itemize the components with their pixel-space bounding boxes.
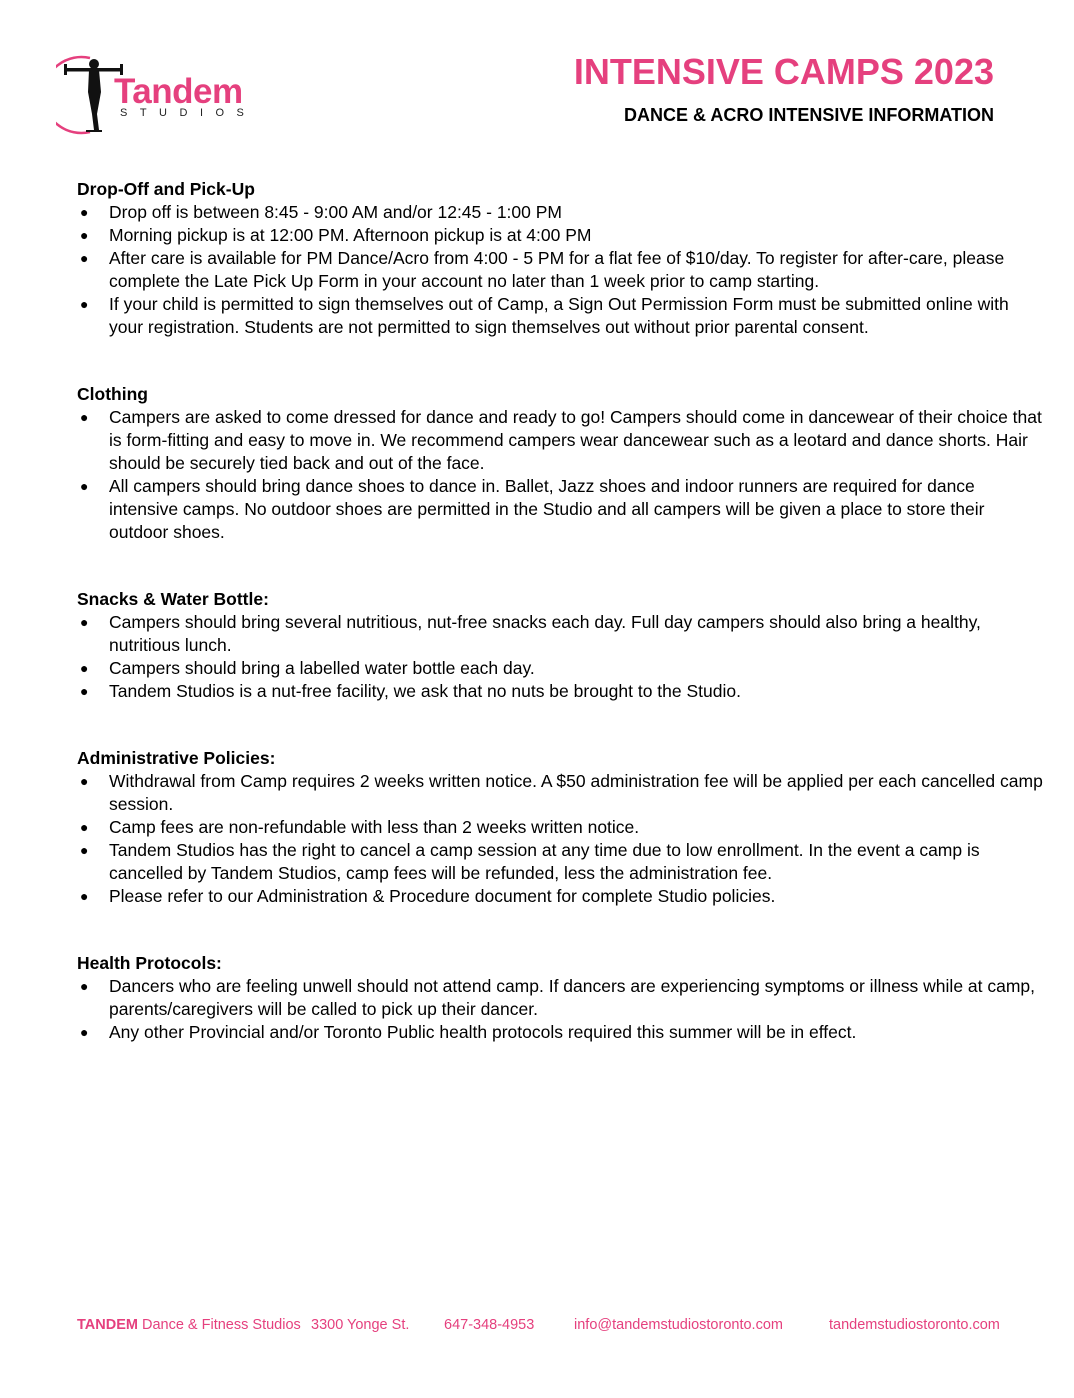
list-item [77,885,1047,908]
list-item-text: Morning pickup is at 12:00 PM. Afternoon pickup is at 4:00 PM [109,225,592,245]
bullet-icon: ● [80,409,89,425]
footer-studio-name: Dance & Fitness Studios [141,1317,301,1333]
bullet-list [77,201,1047,339]
bullet-icon: ● [80,296,89,312]
list-item [77,975,1047,1021]
list-item-text: Tandem Studios is a nut-free facility, we ask that no nuts be brought to the Studio. [109,681,741,701]
bullet-icon: ● [80,888,89,904]
list-item [77,201,1047,224]
list-item [77,839,1047,885]
footer-brand-line [77,1316,301,1334]
bullet-icon: ● [80,250,89,266]
list-item-text: After care is available for PM Dance/Acro from 4:00 - 5 PM for a flat fee of $10/day. To register for after-care, please complete the Late Pick Up Form in your account no later than 1 week prior to camp starting. [109,248,1005,291]
bullet-icon: ● [80,204,89,220]
footer-brand: TANDEM [77,1317,138,1333]
section [77,178,1047,339]
list-item [77,611,1047,657]
list-item-text: Any other Provincial and/or Toronto Public health protocols required this summer will be in effect. [109,1022,857,1042]
list-item [77,816,1047,839]
bullet-icon: ● [80,478,89,494]
bullet-list [77,611,1047,703]
list-item-text: Withdrawal from Camp requires 2 weeks written notice. A $50 administration fee will be applied per each cancelled camp session. [109,771,1043,814]
bullet-list [77,770,1047,908]
bullet-icon: ● [80,683,89,699]
page-title: INTENSIVE CAMPS 2023 [573,51,994,92]
bullet-icon: ● [80,819,89,835]
list-item [77,224,1047,247]
list-item [77,770,1047,816]
section [77,588,1047,703]
list-item-text: Drop off is between 8:45 - 9:00 AM and/or 12:45 - 1:00 PM [109,202,563,222]
footer-website[interactable]: tandemstudiostoronto.com [829,1317,1000,1333]
bullet-list [77,975,1047,1044]
section-heading: Snacks & Water Bottle: [77,589,269,609]
section [77,952,1047,1044]
list-item-text: Dancers who are feeling unwell should not attend camp. If dancers are experiencing symptoms or illness while at camp, parents/caregivers will be called to pick up their dancer. [109,976,1036,1019]
bullet-icon: ● [80,614,89,630]
bullet-icon: ● [80,842,89,858]
list-item-text: Tandem Studios has the right to cancel a camp session at any time due to low enrollment. In the event a camp is cancelled by Tandem Studios, camp fees will be refunded, less the administration fee. [109,840,980,883]
bullet-icon: ● [80,1024,89,1040]
page-subtitle: DANCE & ACRO INTENSIVE INFORMATION [623,105,994,125]
footer-email[interactable]: info@tandemstudiostoronto.com [574,1317,783,1333]
logo-subtitle: STUDIOS [120,107,257,119]
list-item-text: Campers should bring a labelled water bottle each day. [109,658,535,678]
bullet-icon: ● [80,773,89,789]
section [77,383,1047,544]
bullet-list [77,406,1047,544]
section-heading: Drop-Off and Pick-Up [77,179,255,199]
document-body [77,178,1047,1088]
section-heading: Clothing [77,384,148,404]
list-item-text: Camp fees are non-refundable with less than 2 weeks written notice. [109,817,640,837]
list-item [77,657,1047,680]
section-heading: Health Protocols: [77,953,222,973]
list-item-text: Campers are asked to come dressed for dance and ready to go! Campers should come in dancewear of their choice that is form-fitting and easy to move in. We recommend campers wear dancewear such as a leotard and dance shorts. Hair should be securely tied back and out of the face. [109,407,1042,473]
list-item-text: Campers should bring several nutritious, nut-free snacks each day. Full day campers should also bring a healthy, nutritious lunch. [109,612,981,655]
bullet-icon: ● [80,978,89,994]
list-item [77,406,1047,475]
tandem-logo [56,52,286,136]
section-heading: Administrative Policies: [77,748,276,768]
list-item [77,475,1047,544]
section [77,747,1047,908]
bullet-icon: ● [80,227,89,243]
logo-wordmark: Tandem [114,72,243,111]
list-item-text: Please refer to our Administration & Procedure document for complete Studio policies. [109,886,776,906]
footer-address: 3300 Yonge St. [311,1317,410,1333]
list-item [77,680,1047,703]
bullet-icon: ● [80,660,89,676]
list-item [77,293,1047,339]
list-item-text: All campers should bring dance shoes to dance in. Ballet, Jazz shoes and indoor runners are required for dance intensive camps. No outdoor shoes are permitted in the Studio and all campers will be given a place to store their outdoor shoes. [109,476,985,542]
list-item-text: If your child is permitted to sign themselves out of Camp, a Sign Out Permission Form must be submitted online with your registration. Students are not permitted to sign themselves out without prior parental consent. [109,294,1009,337]
list-item [77,1021,1047,1044]
list-item [77,247,1047,293]
footer-phone: 647-348-4953 [444,1317,535,1333]
